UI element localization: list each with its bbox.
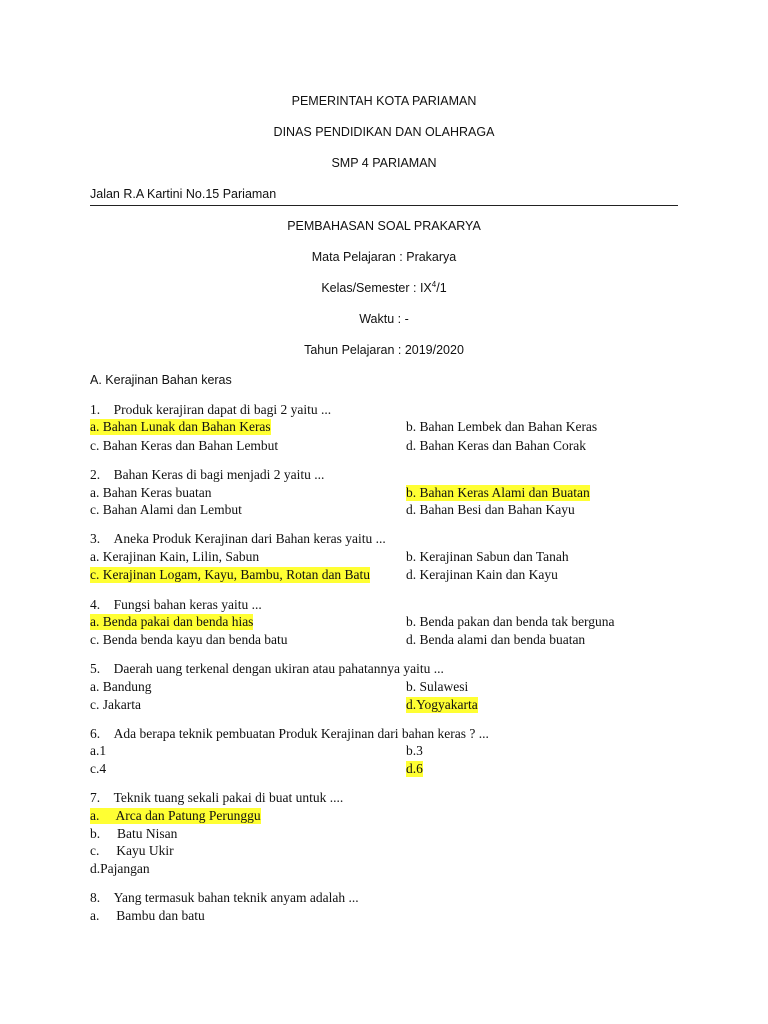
- option-1d: d. Bahan Keras dan Bahan Corak: [406, 438, 586, 453]
- question-text: Ada berapa teknik pembuatan Produk Kerajinan dari bahan keras ? ...: [113, 726, 489, 741]
- class-prefix: Kelas/Semester : IX: [321, 281, 432, 295]
- option-7b: b. Batu Nisan: [90, 826, 178, 841]
- option-7a: a. Arca dan Patung Perunggu: [90, 808, 261, 823]
- option-7c: c. Kayu Ukir: [90, 843, 174, 858]
- question-8: [90, 890, 359, 906]
- option-2d: d. Bahan Besi dan Bahan Kayu: [406, 502, 575, 517]
- section-heading: A. Kerajinan Bahan keras: [90, 373, 232, 387]
- school-address: Jalan R.A Kartini No.15 Pariaman: [90, 187, 277, 201]
- question-number: 7.: [90, 790, 101, 805]
- option-4c: c. Benda benda kayu dan benda batu: [90, 632, 288, 647]
- question-number: 6.: [90, 726, 101, 741]
- question-7: [90, 790, 343, 806]
- question-number: 8.: [90, 890, 101, 905]
- class-superscript: 4: [431, 279, 437, 289]
- option-4b: b. Benda pakan dan benda tak berguna: [406, 614, 615, 629]
- option-6a: a.1: [90, 743, 107, 758]
- year-line: Tahun Pelajaran : 2019/2020: [304, 343, 464, 357]
- option-8a: a. Bambu dan batu: [90, 908, 205, 923]
- question-4: [90, 597, 262, 613]
- question-number: 5.: [90, 661, 101, 676]
- question-3: [90, 531, 386, 547]
- subject-line: Mata Pelajaran : Prakarya: [311, 250, 457, 264]
- option-2c: c. Bahan Alami dan Lembut: [90, 502, 242, 517]
- option-4d: d. Benda alami dan benda buatan: [406, 632, 586, 647]
- header-divider: [90, 205, 678, 206]
- question-text: Aneka Produk Kerajinan dari Bahan keras yaitu ...: [113, 531, 386, 546]
- option-2b: b. Bahan Keras Alami dan Buatan: [406, 485, 590, 500]
- option-5a: a. Bandung: [90, 679, 152, 694]
- question-text: Produk kerajiran dapat di bagi 2 yaitu ...: [113, 402, 332, 417]
- option-3d: d. Kerajinan Kain dan Kayu: [406, 567, 558, 582]
- option-3b: b. Kerajinan Sabun dan Tanah: [406, 549, 569, 564]
- question-text: Yang termasuk bahan teknik anyam adalah ...: [113, 890, 359, 905]
- question-1: [90, 402, 331, 418]
- question-number: 4.: [90, 597, 101, 612]
- option-5c: c. Jakarta: [90, 697, 141, 712]
- option-3c: c. Kerajinan Logam, Kayu, Bambu, Rotan dan Batu: [90, 567, 371, 582]
- question-text: Daerah uang terkenal dengan ukiran atau pahatannya yaitu ...: [113, 661, 444, 676]
- question-number: 1.: [90, 402, 101, 417]
- header-line-1: PEMERINTAH KOTA PARIAMAN: [291, 94, 477, 108]
- option-1c: c. Bahan Keras dan Bahan Lembut: [90, 438, 279, 453]
- option-6c: c.4: [90, 761, 107, 776]
- question-5: [90, 661, 444, 677]
- time-line: Waktu : -: [359, 312, 409, 326]
- question-number: 2.: [90, 467, 101, 482]
- option-4a: a. Benda pakai dan benda hias: [90, 614, 254, 629]
- class-suffix: /1: [436, 281, 447, 295]
- option-1b: b. Bahan Lembek dan Bahan Keras: [406, 419, 598, 434]
- question-text: Bahan Keras di bagi menjadi 2 yaitu ...: [113, 467, 325, 482]
- question-text: Fungsi bahan keras yaitu ...: [113, 597, 262, 612]
- option-2a: a. Bahan Keras buatan: [90, 485, 212, 500]
- option-5d: d.Yogyakarta: [406, 697, 478, 712]
- header-line-2: DINAS PENDIDIKAN DAN OLAHRAGA: [273, 125, 495, 139]
- option-1a: a. Bahan Lunak dan Bahan Keras: [90, 419, 271, 434]
- option-7d: d.Pajangan: [90, 861, 150, 876]
- option-6b: b.3: [406, 743, 423, 758]
- question-number: 3.: [90, 531, 101, 546]
- question-2: [90, 467, 324, 483]
- option-5b: b. Sulawesi: [406, 679, 469, 694]
- option-6d: d.6: [406, 761, 423, 776]
- header-line-3: SMP 4 PARIAMAN: [331, 156, 437, 170]
- class-semester-line: [0, 281, 768, 295]
- question-6: [90, 726, 489, 742]
- doc-title: PEMBAHASAN SOAL PRAKARYA: [287, 219, 481, 233]
- option-3a: a. Kerajinan Kain, Lilin, Sabun: [90, 549, 260, 564]
- question-text: Teknik tuang sekali pakai di buat untuk ....: [113, 790, 344, 805]
